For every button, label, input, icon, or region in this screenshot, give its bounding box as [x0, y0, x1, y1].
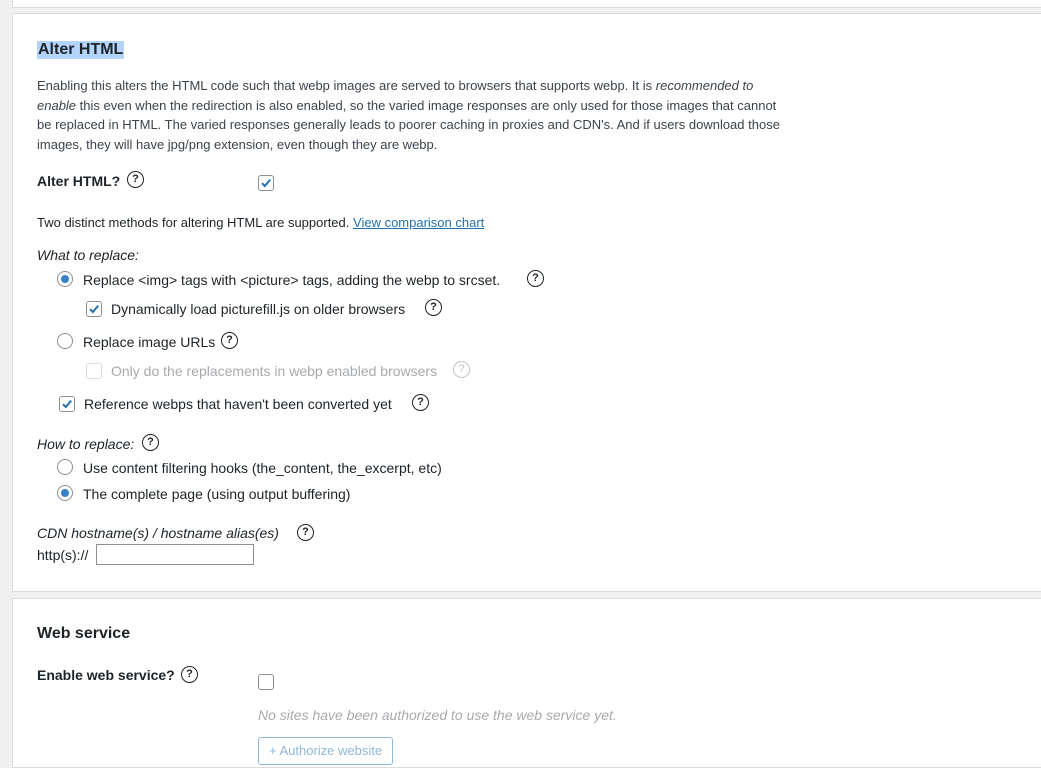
content-hooks-label[interactable]: Use content filtering hooks (the_content, the_excerpt, etc) — [83, 460, 442, 476]
help-icon: ? — [453, 361, 470, 378]
checkmark-icon — [87, 302, 101, 316]
web-service-section — [12, 598, 1041, 768]
only-webp-label: Only do the replacements in webp enabled browsers — [111, 363, 438, 379]
help-icon[interactable]: ? — [127, 171, 144, 188]
what-to-replace-label: What to replace: — [37, 247, 139, 263]
reference-webps-label[interactable]: Reference webps that haven't been converted yet — [84, 396, 392, 412]
alter-html-checkbox[interactable] — [258, 175, 274, 191]
cdn-prefix: http(s):// — [37, 547, 89, 563]
section-title-alter-html: Alter HTML — [38, 41, 124, 58]
no-sites-message: No sites have been authorized to use the web service yet. — [258, 707, 617, 723]
output-buffering-radio[interactable] — [57, 485, 73, 501]
help-icon[interactable]: ? — [527, 270, 544, 287]
alter-html-description: Enabling this alters the HTML code such that webp images are served to browsers that supports webp. It is recommended to enable this even when the redirection is also enabled, so the varied image responses are only used for those images that cannot be replaced in HTML. The varied responses generally leads to poorer caching in proxies and CDN's. And if users download those images, they will have jpg/png extension, even though they are webp. — [37, 78, 780, 152]
enable-web-service-checkbox[interactable] — [258, 674, 274, 690]
authorize-website-button[interactable]: + Authorize website — [258, 737, 393, 765]
only-webp-checkbox[interactable] — [86, 363, 102, 379]
checkmark-icon — [259, 176, 273, 190]
alter-html-section — [12, 13, 1041, 592]
help-icon[interactable]: ? — [221, 332, 238, 349]
recommended-emphasis: recommended to enable — [37, 78, 754, 113]
enable-web-service-label: Enable web service? — [37, 667, 175, 683]
cdn-hostname-input[interactable] — [96, 544, 254, 565]
picturefill-checkbox[interactable] — [86, 301, 102, 317]
output-buffering-label[interactable]: The complete page (using output buffering) — [83, 486, 351, 502]
replace-picture-label[interactable]: Replace <img> tags with <picture> tags, adding the webp to srcset. — [83, 272, 501, 288]
methods-text: Two distinct methods for altering HTML are supported. View comparison chart — [37, 215, 485, 230]
content-hooks-radio[interactable] — [57, 459, 73, 475]
picturefill-label[interactable]: Dynamically load picturefill.js on older browsers — [111, 301, 406, 317]
replace-urls-radio[interactable] — [57, 333, 73, 349]
cdn-hostnames-label: CDN hostname(s) / hostname alias(es) — [37, 525, 279, 541]
help-icon[interactable]: ? — [142, 434, 159, 451]
section-title-web-service: Web service — [37, 625, 131, 642]
replace-picture-radio[interactable] — [57, 271, 73, 287]
replace-urls-label[interactable]: Replace image URLs — [83, 334, 216, 350]
checkmark-icon — [60, 397, 74, 411]
how-to-replace-label: How to replace: — [37, 436, 135, 452]
view-comparison-chart-link[interactable]: View comparison chart — [353, 215, 485, 230]
help-icon[interactable]: ? — [297, 524, 314, 541]
previous-section-panel — [12, 0, 1041, 8]
help-icon[interactable]: ? — [181, 666, 198, 683]
reference-webps-checkbox[interactable] — [59, 396, 75, 412]
help-icon[interactable]: ? — [425, 299, 442, 316]
alter-html-label: Alter HTML? — [37, 173, 121, 189]
help-icon[interactable]: ? — [412, 394, 429, 411]
